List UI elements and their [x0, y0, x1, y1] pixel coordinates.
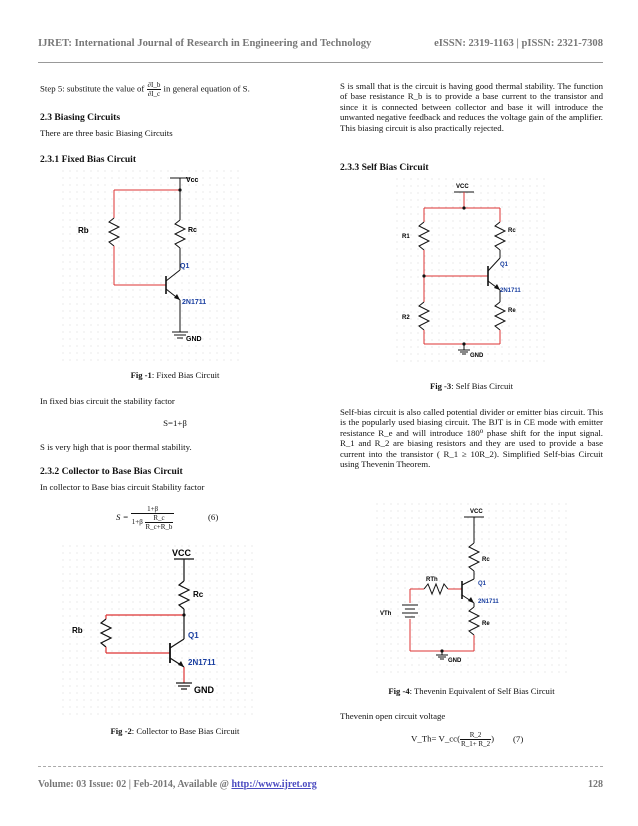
- fig2-vcc-label: VCC: [172, 548, 192, 558]
- step5-fraction: [147, 81, 162, 98]
- footer-rule: [38, 766, 603, 767]
- fig3-part-label: 2N1711: [500, 288, 521, 294]
- page-header: [38, 38, 603, 49]
- fig3-q-label: Q1: [500, 262, 509, 268]
- collector-base-circuit-figure: [62, 545, 258, 715]
- fig2-caption: [40, 726, 310, 736]
- eq6-tag: (6): [208, 512, 219, 522]
- fig4-caption-title: : Thevenin Equivalent of Self Bias Circuit: [409, 686, 555, 696]
- eq6-inner-num: R_c: [145, 514, 174, 523]
- fig4-vth-label: VTh: [380, 611, 392, 617]
- fig4-caption: [340, 686, 603, 696]
- page-number: 128: [588, 779, 603, 790]
- fig2-q-label: Q1: [188, 631, 199, 640]
- thevenin-circuit-figure: [376, 503, 572, 673]
- fig3-caption: [340, 381, 603, 391]
- eq-stability-fixed: S=1+β: [163, 418, 187, 428]
- section-2-3-heading: 2.3 Biasing Circuits: [40, 112, 121, 123]
- fig4-gnd-label: GND: [448, 658, 462, 664]
- fig3-vcc-label: VCC: [456, 184, 469, 190]
- thevenin-voltage-text: Thevenin open circuit voltage: [340, 711, 446, 721]
- header-rule: [38, 62, 603, 63]
- equation-7: V_Th= V_cc( $\frac{R\_2}{R\_1+ R\_2}$ ) (7): [411, 731, 524, 748]
- step5-frac-num: ∂I_b: [147, 81, 161, 89]
- fig1-caption: [40, 370, 310, 380]
- fig3-rc-label: Rc: [508, 228, 516, 234]
- eq6-fraction: [131, 505, 175, 531]
- eq7-tag: (7): [513, 734, 524, 744]
- fig1-q-label: Q1: [180, 263, 190, 270]
- fig2-rc-label: Rc: [193, 590, 204, 599]
- fig3-caption-title: : Self Bias Circuit: [451, 381, 514, 391]
- self-bias-circuit-figure: [396, 178, 550, 364]
- fixed-bias-text: In fixed bias circuit the stability factor: [40, 396, 175, 406]
- section-2-3-2-heading: 2.3.2 Collector to Base Bias Circuit: [40, 466, 183, 477]
- eq6-den-pre: 1+β: [131, 518, 143, 527]
- fig1-part-label: 2N1711: [182, 299, 207, 306]
- journal-title: IJRET: International Journal of Research in Engineering and Technology: [38, 38, 372, 49]
- step5-paragraph: [40, 81, 310, 98]
- step5-post: in general equation of S.: [163, 83, 250, 94]
- eq7-den: R_1+ R_2: [461, 740, 491, 748]
- fig2-caption-title: : Collector to Base Bias Circuit: [131, 726, 240, 736]
- fig3-r1-label: R1: [402, 234, 410, 240]
- eq6-inner-fraction: [145, 514, 174, 531]
- journal-url-link[interactable]: http://www.ijret.org: [231, 779, 317, 790]
- fig2-gnd-label: GND: [194, 685, 214, 695]
- thermal-stability-paragraph: S is small that is the circuit is having good thermal stability. The function of base resistance R_b is to provide a base current to the transistor and since it is connected between collector and base it will introduce the unwanted negative feedback and reduces the voltage gain of the amplifier. This biasing circuit is also practically rejected.: [340, 81, 603, 133]
- fig3-gnd-label: GND: [470, 353, 484, 359]
- equation-6: [116, 505, 306, 531]
- fig4-caption-label: Fig -4: [388, 686, 410, 696]
- fixed-bias-circuit-figure: [62, 170, 240, 365]
- fig3-r2-label: R2: [402, 315, 410, 321]
- issn: eISSN: 2319-1163 | pISSN: 2321-7308: [434, 38, 603, 49]
- fig1-vcc-label: Vcc: [186, 177, 199, 184]
- fig4-q-label: Q1: [478, 581, 487, 587]
- fig3-caption-label: Fig -3: [429, 381, 452, 391]
- fig1-gnd-label: GND: [186, 336, 202, 343]
- eq7-num: R_2: [460, 731, 491, 740]
- self-bias-paragraph: Self-bias circuit is also called potential divider or emitter bias circuit. This is the popularly used biasing circuit. The BJT is in CE mode with emitter resistance R_e and will introduce 180⁰ phase shift for the input signal. R_1 and R_2 are biasing resistors and they are used to provide a base current into the transistor ( R_1 ≥ 10R_2). Simplified Self-bias Circuit using Thevenin Theorem.: [340, 407, 603, 470]
- fig4-re-label: Re: [482, 621, 490, 627]
- eq6-num: 1+β: [131, 505, 175, 514]
- fig1-rc-label: Rc: [188, 227, 197, 234]
- fig4-vcc-label: VCC: [470, 509, 483, 515]
- fig4-rc-label: Rc: [482, 557, 490, 563]
- step5-frac-den: ∂I_c: [147, 90, 161, 98]
- fig3-re-label: Re: [508, 308, 516, 314]
- poor-stability-text: S is very high that is poor thermal stability.: [40, 442, 192, 452]
- eq6-inner-den: R_c+R_b: [145, 523, 173, 531]
- step5-pre: Step 5: substitute the value of: [40, 83, 145, 94]
- footer-volume: Volume: 03 Issue: 02 | Feb-2014, Available @: [38, 779, 229, 790]
- eq7-fraction: [460, 731, 491, 748]
- fig2-rb-label: Rb: [72, 626, 83, 635]
- three-circuits-text: There are three basic Biasing Circuits: [40, 128, 173, 138]
- eq7-lhs: V_Th= V_cc: [411, 733, 458, 744]
- eq6-den: [131, 514, 175, 531]
- fig1-caption-label: Fig -1: [130, 370, 152, 380]
- fig1-caption-title: : Fixed Bias Circuit: [151, 370, 220, 380]
- fig2-caption-label: Fig -2: [110, 726, 132, 736]
- section-2-3-1-heading: 2.3.1 Fixed Bias Circuit: [40, 154, 137, 165]
- fig4-part-label: 2N1711: [478, 599, 499, 605]
- section-2-3-3-heading: 2.3.3 Self Bias Circuit: [340, 162, 429, 173]
- fig4-rth-label: RTh: [426, 577, 438, 583]
- collector-base-text: In collector to Base bias circuit Stability factor: [40, 482, 205, 492]
- eq6-lhs: S =: [116, 512, 129, 523]
- page-footer: [38, 779, 603, 790]
- fig1-rb-label: Rb: [78, 226, 89, 235]
- fig2-part-label: 2N1711: [188, 658, 216, 667]
